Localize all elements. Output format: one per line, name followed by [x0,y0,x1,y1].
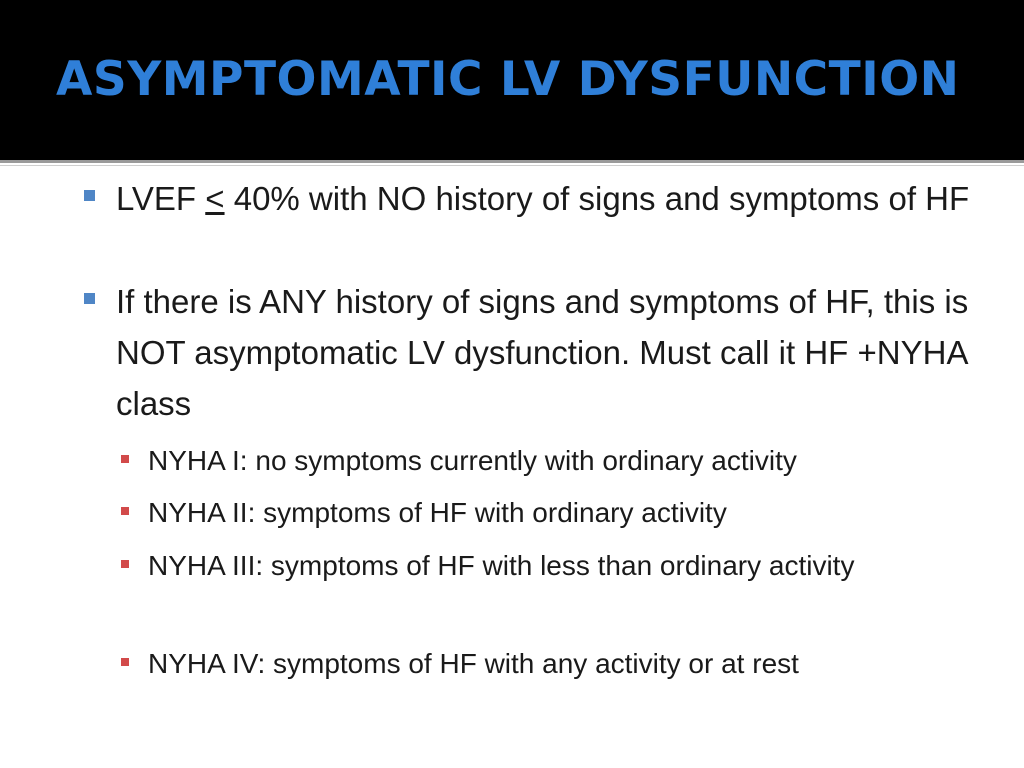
sub-bullet-marker-icon [121,560,129,568]
bullet-marker-icon [84,293,95,304]
sub-bullet-nyha-2 [148,491,978,534]
sub-bullet-text: NYHA IV: symptoms of HF with any activity or at rest [148,648,799,679]
bullet-marker-icon [84,190,95,201]
bullet-text: If there is ANY history of signs and symptoms of HF, this is NOT asymptomatic LV dysfunction. Must call it HF +NYHA class [116,283,969,422]
sub-bullet-marker-icon [121,658,129,666]
slide-title: ASYMPTOMATIC LV DYSFUNCTION [56,52,960,107]
sub-bullet-marker-icon [121,455,129,463]
bullet-text-end: 40% with NO history of signs and symptoms of HF [224,180,970,217]
sub-bullet-nyha-3 [148,544,978,587]
bullet-lvef [116,173,976,224]
sub-bullet-text: NYHA I: no symptoms currently with ordinary activity [148,445,797,476]
sub-bullet-text: NYHA II: symptoms of HF with ordinary activity [148,497,727,528]
sub-bullet-nyha-1 [148,439,978,482]
less-than-or-equal-symbol: < [205,180,225,217]
sub-bullet-text: NYHA III: symptoms of HF with less than ordinary activity [148,550,855,581]
sub-bullet-marker-icon [121,507,129,515]
sub-bullet-nyha-4 [148,642,978,685]
bullet-text-start: LVEF [116,180,206,217]
bullet-history [116,276,976,429]
